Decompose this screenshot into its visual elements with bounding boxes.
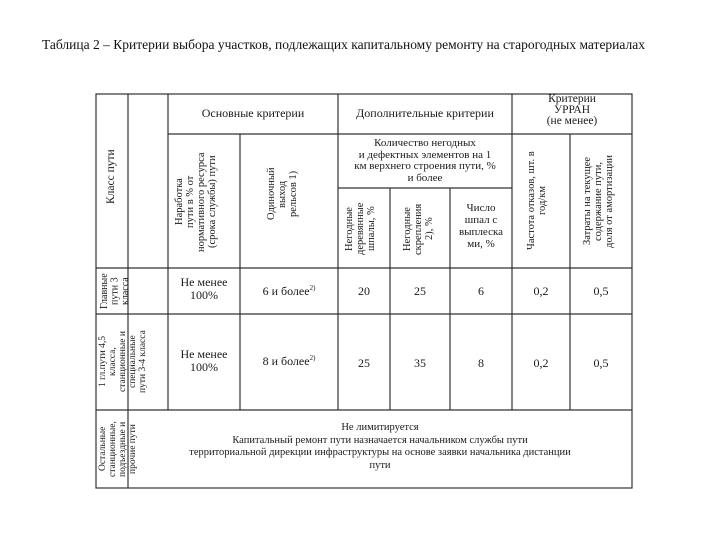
header-rails-l2: выход xyxy=(277,180,288,208)
row1-ties: 20 xyxy=(358,284,370,298)
row1-costs: 0,5 xyxy=(593,284,609,298)
row1-rails-value: 6 и более xyxy=(262,284,310,298)
header-main-criteria: Основные критерии xyxy=(201,106,305,120)
header-defects xyxy=(338,138,512,184)
row2-rails xyxy=(240,354,338,369)
header-additional-criteria: Дополнительные критерии xyxy=(356,106,494,120)
header-ties-l2: деревянные xyxy=(355,202,366,256)
header-defects-l1: Количество негодных xyxy=(374,137,476,149)
row3-class-l4: прочие пути xyxy=(128,424,138,474)
header-fasteners-l3: 2), % xyxy=(424,217,435,241)
row2-class-l1: 1 гл.пути 4,5 xyxy=(98,336,108,388)
row2-rails-value: 8 и более xyxy=(262,354,310,368)
header-urran xyxy=(512,94,632,127)
header-fasteners-l2: скрепления xyxy=(413,203,424,255)
header-urran-line2: УРРАН xyxy=(553,104,591,116)
row2-ties: 25 xyxy=(358,356,370,370)
row1-track-class xyxy=(100,270,132,312)
row2-class-l5: пути 3-4 класса xyxy=(138,330,148,394)
header-defects-l2: и дефектных элементов на 1 xyxy=(358,148,492,161)
row2-class-l2: класса, xyxy=(108,347,118,377)
header-costs-l1: Затраты на текущее xyxy=(582,156,593,246)
row1-fasteners: 25 xyxy=(414,284,426,298)
row3-class-l1: Остальные xyxy=(98,426,108,472)
header-resource-l1: Наработка xyxy=(174,178,185,226)
header-ties-release-l1: Число xyxy=(466,202,496,214)
row2-class-l4: специальные xyxy=(128,335,138,389)
header-ties xyxy=(344,194,377,264)
row3-class-l3: подъездные и xyxy=(118,421,128,477)
row2-resource-l2: 100% xyxy=(190,360,218,374)
row1-ties-release: 6 xyxy=(478,284,484,298)
header-ties-l1: Негодные xyxy=(344,207,355,251)
row1-rails-note: 2) xyxy=(309,284,316,292)
header-failures xyxy=(526,138,548,264)
header-costs xyxy=(582,138,615,264)
row1-resource xyxy=(168,276,240,302)
header-fasteners-l1: Негодные xyxy=(402,207,413,251)
header-ties-release-l4: ми, % xyxy=(467,238,495,250)
header-costs-l2: содержание пути, xyxy=(593,161,604,241)
row3-note xyxy=(128,422,632,472)
row1-resource-l1: Не менее xyxy=(180,275,228,289)
row3-class-l2: станционные, xyxy=(108,421,118,477)
header-failures-l1: Частота отказов, шт. в xyxy=(526,151,537,251)
row1-class-l3: класса xyxy=(120,277,131,305)
header-fasteners xyxy=(402,194,435,264)
header-costs-l3: доля от амортизации xyxy=(604,154,615,248)
row3-note-l1: Не лимитируется xyxy=(341,422,419,433)
row3-note-l3: территориальной дирекции инфраструктуры на основе заявки начальника дистанции xyxy=(189,447,571,458)
header-urran-line3: (не менее) xyxy=(546,115,598,127)
header-resource-l2: пути в % от xyxy=(185,175,196,229)
header-failures-l2: год/км xyxy=(537,186,548,216)
row1-resource-l2: 100% xyxy=(190,288,218,302)
scanned-table xyxy=(94,92,634,490)
header-resource xyxy=(174,140,218,264)
row2-fasteners: 35 xyxy=(414,356,426,370)
row2-failures: 0,2 xyxy=(533,356,549,370)
header-track-class: Класс пути xyxy=(105,149,117,205)
row2-resource-l1: Не менее xyxy=(180,347,228,361)
row2-class-l3: станционные и xyxy=(118,331,128,393)
row1-rails xyxy=(240,284,338,299)
header-defects-l4: и более xyxy=(407,171,443,184)
row2-rails-note: 2) xyxy=(309,354,316,362)
row1-class-l2: пути 3 xyxy=(109,277,121,305)
row1-class-l1: Главные xyxy=(99,273,110,309)
row2-track-class xyxy=(98,318,148,406)
row1-failures: 0,2 xyxy=(533,284,549,298)
header-urran-line1: Критерии xyxy=(548,93,596,105)
header-rails-l3: рельсов 1) xyxy=(288,170,299,218)
table-caption: Таблица 2 – Критерии выбора участков, подлежащих капитальному ремонту на старогодных материалах xyxy=(42,37,645,52)
header-resource-l4: (срока службы) пути xyxy=(207,155,218,249)
row3-note-l2: Капитальный ремонт пути назначается начальником службы пути xyxy=(232,434,528,446)
row2-costs: 0,5 xyxy=(593,356,609,370)
header-resource-l3: нормативного ресурса xyxy=(196,152,207,252)
row2-ties-release: 8 xyxy=(478,356,484,370)
header-rails xyxy=(266,144,299,244)
header-defects-l3: км верхнего строения пути, % xyxy=(354,160,496,172)
row2-resource xyxy=(168,348,240,374)
row3-note-l4: пути xyxy=(369,459,391,471)
header-ties-l3: шпалы, % xyxy=(366,206,377,252)
header-rails-l1: Одиночный xyxy=(266,167,277,221)
header-ties-release-l3: выплеска xyxy=(458,226,504,238)
header-ties-release-l2: шпал с xyxy=(464,214,498,226)
header-ties-release xyxy=(450,202,512,250)
